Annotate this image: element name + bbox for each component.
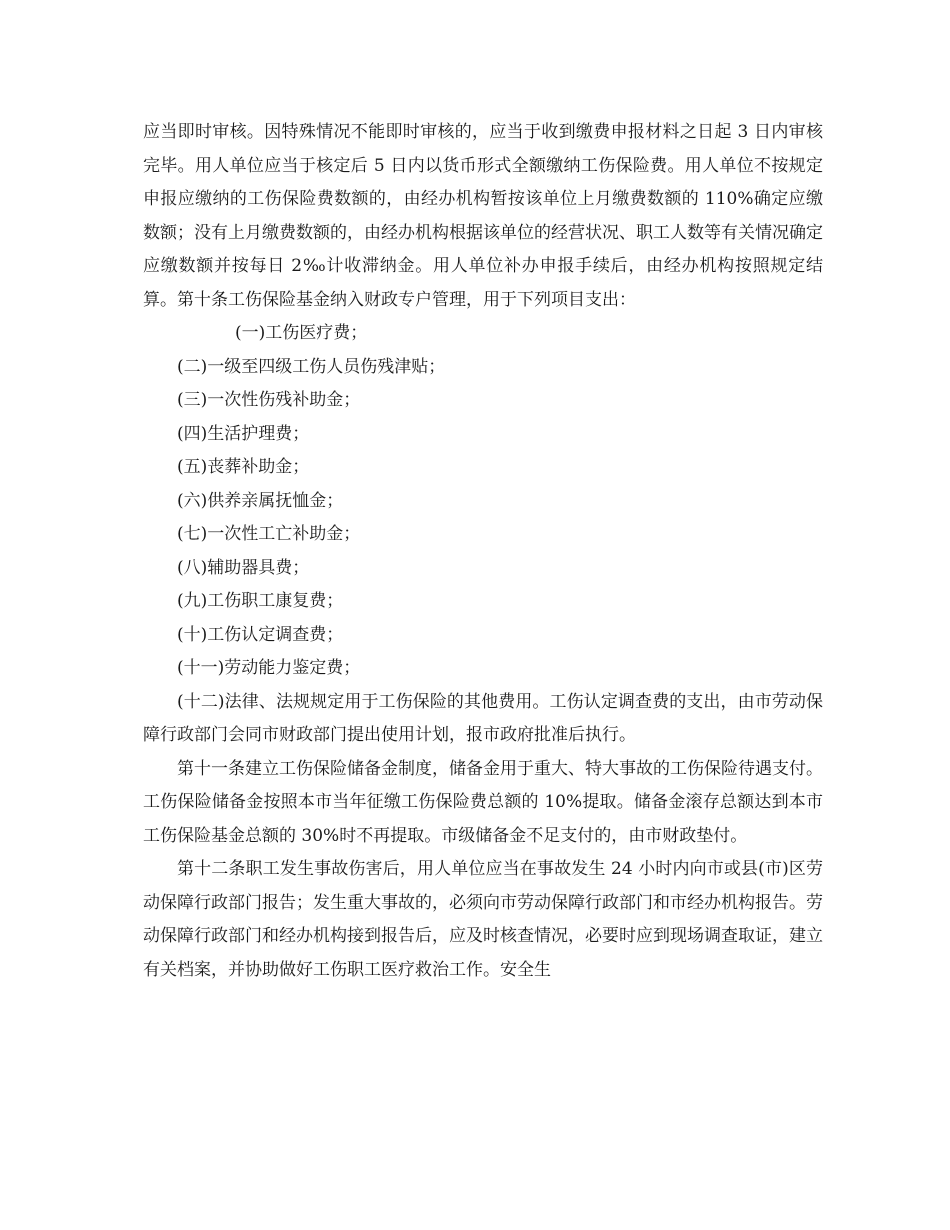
list-item-medical-fee: (一)工伤医疗费；: [235, 323, 368, 343]
list-item-rehabilitation: (九)工伤职工康复费；: [177, 591, 344, 611]
list-item-nursing-fee: (四)生活护理费；: [177, 423, 310, 444]
list-item-dependent-pension: (六)供养亲属抚恤金；: [177, 490, 344, 511]
article-11-paragraph: 第十一条建立工伤保险储备金制度，储备金用于重大、特大事故的工伤保险待遇支付。工伤保险储备金按照本市当年征缴工伤保险费总额的 10%提取。储备金滚存总额达到本市工伤保险基金总额的 30%时不再提取。市级储备金不足支付的，由市财政垫付。: [143, 758, 823, 846]
list-item-disability-allowance: (二)一级至四级工伤人员伤残津贴；: [177, 356, 446, 377]
list-item-investigation-fee: (十)工伤认定调查费；: [177, 624, 344, 645]
list-item-funeral-subsidy: (五)丧葬补助金；: [177, 457, 310, 477]
list-item-other-expenses: (十二)法律、法规规定用于工伤保险的其他费用。工伤认定调查费的支出，由市劳动保障行政部门会同市财政部门提出使用计划，报市政府批准后执行。: [143, 691, 823, 745]
article-12-paragraph: 第十二条职工发生事故伤害后，用人单位应当在事故发生 24 小时内向市或县(市)区劳动保障行政部门报告；发生重大事故的，必须向市劳动保障行政部门和市经办机构报告。劳动保障行政部门和经办机构接到报告后，应及时核查情况，必要时应到现场调查取证，建立有关档案，并协助做好工伤职工医疗救治工作。安全生: [143, 859, 823, 980]
list-item-death-subsidy: (七)一次性工亡补助金；: [177, 524, 361, 544]
list-item-assistive-devices: (八)辅助器具费；: [177, 557, 310, 578]
document-page: [143, 116, 823, 987]
paragraph-audit-payment: 应当即时审核。因特殊情况不能即时审核的，应当于收到缴费申报材料之日起 3 日内审核完毕。用人单位应当于核定后 5 日内以货币形式全额缴纳工伤保险费。用人单位不按规定申报应缴纳的工伤保险费数额的，由经办机构暂按该单位上月缴费数额的 110%确定应缴数额；没有上月缴费数额的，由经办机构根据该单位的经营状况、职工人数等有关情况确定应缴数额并按每日 2‰计收滞纳金。用人单位补办申报手续后，由经办机构按照规定结算。第十条工伤保险基金纳入财政专户管理，用于下列项目支出：: [143, 122, 823, 310]
list-item-disability-subsidy: (三)一次性伤残补助金；: [177, 390, 361, 410]
list-item-capacity-appraisal: (十一)劳动能力鉴定费；: [177, 658, 361, 678]
